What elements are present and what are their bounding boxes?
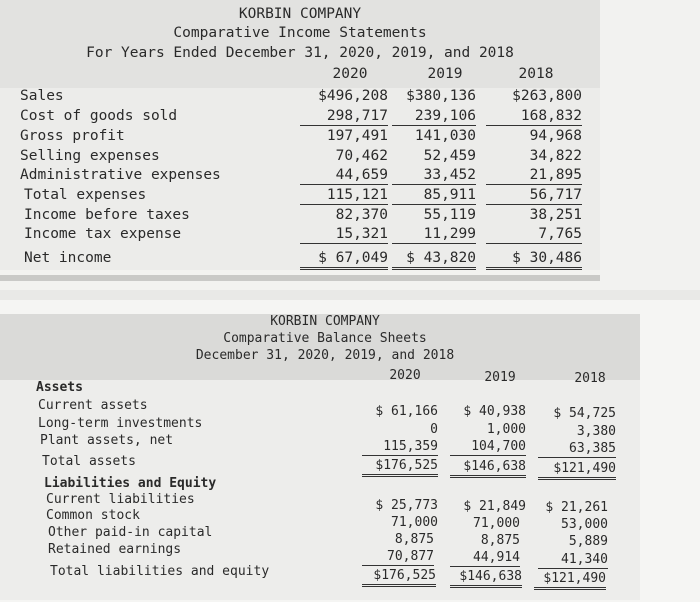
- is-cell: 70,462: [335, 148, 388, 164]
- is-row-label: Total expenses: [24, 187, 147, 203]
- bs-cell: 5,889: [568, 534, 608, 549]
- bs-row-label: Total liabilities and equity: [50, 564, 270, 579]
- is-row-label: Income tax expense: [24, 226, 182, 242]
- bs-cell: $ 21,261: [545, 500, 608, 515]
- is-cell: 38,251: [529, 207, 582, 223]
- bs-cell: $ 54,725: [553, 406, 616, 421]
- bs-row-label: Plant assets, net: [40, 433, 174, 448]
- bs-cell: $ 61,166: [375, 404, 438, 419]
- bs-cell: $146,638: [450, 569, 522, 588]
- is-year-2020: 2020: [332, 66, 368, 82]
- is-row-label: Cost of goods sold: [20, 108, 178, 124]
- bs-cell: $176,525: [362, 458, 438, 477]
- bs-assets-heading: Assets: [36, 380, 83, 395]
- is-company-name: KORBIN COMPANY: [238, 6, 362, 22]
- balance-sheet: [0, 300, 700, 602]
- divider: [0, 275, 600, 281]
- bs-cell: 63,385: [538, 441, 616, 458]
- bs-cell: $ 40,938: [463, 404, 526, 419]
- bs-cell: $121,490: [534, 571, 606, 590]
- is-row-label: Net income: [24, 250, 112, 266]
- is-cell: 168,832: [486, 107, 582, 126]
- bs-cell: $146,638: [450, 459, 526, 478]
- is-cell: 15,321: [300, 225, 388, 244]
- bs-cell: 70,877: [362, 549, 434, 566]
- bs-cell: $ 21,849: [463, 499, 526, 514]
- is-cell: 85,911: [392, 186, 476, 205]
- is-cell: 115,121: [300, 186, 388, 205]
- bs-year-2019: 2019: [484, 370, 516, 385]
- is-title: Comparative Income Statements: [173, 25, 427, 41]
- is-cell: 55,119: [423, 207, 476, 223]
- bs-row-label: Current assets: [38, 398, 148, 413]
- bs-row-label: Other paid-in capital: [48, 525, 213, 540]
- is-period: For Years Ended December 31, 2020, 2019, and 2018: [86, 45, 514, 61]
- is-cell: 21,895: [486, 166, 582, 185]
- bs-cell: $121,490: [538, 461, 616, 480]
- bs-cell: 44,914: [450, 550, 520, 567]
- is-cell: $380,136: [406, 88, 476, 104]
- is-row-label: Income before taxes: [24, 207, 190, 223]
- is-cell: $496,208: [318, 88, 388, 104]
- bs-liabilities-heading: Liabilities and Equity: [44, 476, 217, 491]
- is-row-label: Selling expenses: [20, 148, 160, 164]
- bs-period: December 31, 2020, 2019, and 2018: [195, 348, 455, 363]
- is-cell: 94,968: [529, 128, 582, 144]
- is-year-2019: 2019: [427, 66, 463, 82]
- is-cell: 197,491: [326, 128, 388, 144]
- bs-cell: 0: [430, 422, 438, 437]
- bs-cell: 41,340: [538, 552, 608, 569]
- bs-cell: 71,000: [473, 516, 520, 531]
- is-cell: $ 67,049: [300, 249, 388, 270]
- is-cell: $ 43,820: [392, 249, 476, 270]
- is-row-label: Gross profit: [20, 128, 125, 144]
- is-cell: 11,299: [392, 225, 476, 244]
- is-row-label: Sales: [20, 88, 64, 104]
- is-row-label: Administrative expenses: [20, 167, 221, 183]
- bs-cell: 8,875: [480, 533, 520, 548]
- bs-cell: 8,875: [394, 532, 434, 547]
- bs-title: Comparative Balance Sheets: [223, 331, 427, 346]
- bs-row-label: Long-term investments: [38, 416, 203, 431]
- is-cell: 82,370: [335, 207, 388, 223]
- is-cell: 52,459: [423, 148, 476, 164]
- bs-cell: 3,380: [576, 424, 616, 439]
- bs-company-name: KORBIN COMPANY: [270, 314, 380, 329]
- bs-row-label: Current liabilities: [46, 492, 195, 507]
- is-cell: $263,800: [512, 88, 582, 104]
- is-cell: $ 30,486: [486, 249, 582, 270]
- bs-cell: 71,000: [391, 515, 438, 530]
- bs-year-2018: 2018: [574, 371, 606, 386]
- is-cell: 34,822: [529, 148, 582, 164]
- is-cell: 44,659: [300, 166, 388, 185]
- bs-cell: 104,700: [450, 439, 526, 456]
- bs-row-label: Common stock: [46, 508, 140, 523]
- is-cell: 33,452: [392, 166, 476, 185]
- bs-cell: 115,359: [362, 439, 438, 456]
- bs-cell: 1,000: [486, 422, 526, 437]
- is-year-2018: 2018: [518, 66, 554, 82]
- is-cell: 239,106: [392, 107, 476, 126]
- bs-cell: $ 25,773: [375, 498, 438, 513]
- bs-year-2020: 2020: [389, 368, 421, 383]
- income-statement: [0, 0, 700, 290]
- is-cell: 141,030: [414, 128, 476, 144]
- is-cell: 298,717: [300, 107, 388, 126]
- is-cell: 56,717: [486, 186, 582, 205]
- bs-cell: 53,000: [561, 517, 608, 532]
- is-cell: 7,765: [486, 225, 582, 244]
- bs-cell: $176,525: [362, 568, 436, 587]
- bs-row-label: Retained earnings: [48, 542, 182, 557]
- bs-row-label: Total assets: [42, 454, 136, 469]
